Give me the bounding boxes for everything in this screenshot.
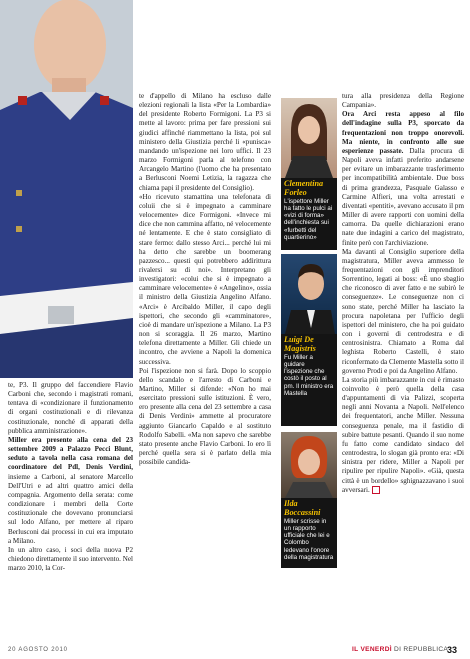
column-middle — [139, 92, 271, 467]
issue-date: 20 AGOSTO 2010 — [8, 647, 68, 653]
caption-text: L'ispettore Miller ha fatto le pulci ai «vizi di forma» dell'inchiesta sui «furbetti del quartierino» — [284, 198, 333, 241]
sidebar-caption — [281, 178, 337, 250]
magazine-name — [352, 646, 448, 653]
paragraph: te d'appello di Milano ha escluso dalle elezioni regionali la lista «Per la Lombardia» del presidente Roberto Formigoni. La P3 si mette al lavoro: prima per fare pressioni sui giudici affinché riammettano la lista, poi sul ministero della Giustizia perché li «punisca» mandando un'ispezione nei loro uffici. Il 23 marzo Formigoni parla al telefono con Arcangelo Martino (l'uomo che ha presentato a Berlusconi Noemi Letizia, la ragazza che chiama papi il presidente del Consiglio). — [139, 92, 271, 192]
column-right — [342, 92, 464, 495]
caption-text: Miller scrisse in un rapporto ufficiale che lei e Colombo ledevano l'onore della magistratura — [284, 518, 334, 561]
page-number: 33 — [447, 645, 458, 655]
caption-text: Fu Miller a guidare l'ispezione che costò il posto al pm. Il ministro era Mastella — [284, 354, 334, 397]
end-of-article-icon — [372, 486, 380, 494]
text-span: insieme a Carboni, al senatore Marcello Dell'Utri e ad altri quattro amici della compagnia. Argomento della serata: come condizionare i membri della Corte costituzionale che dovevano pronunciarsi sul lodo Alfano, per mettere al riparo Berlusconi dai processi in cui era imputato a Milano. — [8, 472, 133, 545]
paragraph — [342, 110, 464, 247]
column-left — [8, 381, 133, 573]
paragraph — [8, 436, 133, 546]
magazine-name-red: IL VENERDÌ — [352, 646, 392, 653]
bold-lead: Ora Arci resta appeso al filo dell'indagine sulla P3, sporcato da frequentazioni non troppo onorevoli. Ma niente, in confronto alle sue esperienze passate. — [342, 110, 464, 155]
paragraph: te, P3. Il gruppo del faccendiere Flavio Carboni che, secondo i magistrati romani, tentava di «condizionare il funzionamento di organi costituzionali e di rilevanza costituzionale, nonché di apparati della pubblica amministrazione». — [8, 381, 133, 435]
paragraph: Poi l'ispezione non si farà. Dopo lo scoppio dello scandalo e l'arresto di Carboni e Martino, Miller si difende: «Non ho mai esercitato pressioni sulle istituzioni. È vero, ero presente alla cena del 23 settembre a casa di Denis Verdini» ammette al procuratore aggiunto Giancarlo Capaldo e al sostituto Rodolfo Sabelli. «Ma non sapevo che sarebbe stato presente anche Flavio Carboni. Io ero lì perché quella sera si è parlato della mia possibile candida- — [139, 366, 271, 467]
portrait-ilda-boccassini — [281, 432, 337, 498]
sidebar-caption — [281, 498, 337, 568]
text-span: La storia più imbarazzante in cui è rimasto coinvolto è però quella della casa d'appuntamenti di via Palizzi, scoperta negli anni Novanta a Napoli. Nell'elenco dei frequentatori, anche Miller. Nessuna conseguenza penale, ma il fastidio di subire battute pesanti. Quando il suo nome fu fatto come candidato sindaco del centrodestra, lo slogan già pronto era: «Di sinistra per ridere, Miller a Napoli per ripulire per ripulire Napoli». «Già, questa città è un bordello» sghignazzavano i suoi avversari. — [342, 375, 464, 494]
text-span: Dalla procura di Napoli aveva infatti preferito andarsene per evitare un imbarazzante trasferimento per incompatibilità ambientale. Due boss di prima grandezza, Pasquale Galasso e Carmine Alfieri, una volta arrestati e diventati «pentiti», avevano accusato il pm Miller di avere rapporti con uomini della camorra. Da quelle dichiarazioni erano nate due indagini a carico del magistrato, finite però con l'archiviazione. — [342, 146, 464, 247]
page-footer — [0, 645, 470, 659]
photo-police-officer — [0, 0, 133, 378]
caption-name: Clementina Forleo — [284, 179, 324, 197]
paragraph: «Ho ricevuto stamattina una telefonata di coluii che si è impegnato a camminare velocemente» dice Formigoni. «Invece mi dice che non cammina affatto, né velocemente né lentamente. E che è stato consigliato di stare fermo: dallo stesso Arci... perché lui mi ha detto che sarebbe un boomerang pazzesco... questi qui potrebbero addirittura rivalersi su di noi». Interpretano gli investigatori: «colui che si è impegnato a camminare velocemente» è «Angelino», ossia il ministro della Giustizia Angelino Alfano. «Arci» è Arcibaldo Miller, il capo degli ispettori, che secondo gli «camminatore», cioè di mandare un'ispezione a Milano. La P3 non si scoraggia. Il 26 marzo, Martino telefona direttamente a Miller. Gli chiede un incontro, che avviene a Napoli la domenica successiva. — [139, 192, 271, 366]
caption-name: Ilda Boccassini — [284, 499, 321, 517]
caption-name: Luigi De Magistris — [284, 335, 316, 353]
sidebar-caption — [281, 334, 337, 426]
portrait-clementina-forleo — [281, 98, 337, 178]
paragraph: In un altro caso, i soci della nuova P2 chiedono direttamente il suo intervento. Nel marzo 2010, la Cor- — [8, 545, 133, 573]
bold-lead: Miller era presente alla cena del 23 settembre 2009 a Palazzo Pecci Blunt, seduto a tavola nella casa romana del coordinatore del Pdl, Denis Verdini, — [8, 435, 133, 472]
paragraph: tura alla presidenza della Regione Campania». — [342, 92, 464, 110]
paragraph: Ma davanti al Consiglio superiore della magistratura, Miller aveva ammesso le frequentazioni con gli imprenditori Sorrentino, legati ai boss: «È uno sbaglio che riconosco di aver fatto e ne subirò le conseguenze». Le conseguenze non ci sono state, perché Miller ha lasciato la procura napoletana per l'ufficio degli ispettori del ministero, che ha poi guidato con i governi di centrodestra e di centrosinistra. Chiamato a Roma dal leghista Roberto Castelli, è stato riconfermato da Clemente Mastella sotto il governo Prodi e poi da Angelino Alfano. — [342, 247, 464, 375]
magazine-name-rest: DI REPUBBLICA — [391, 646, 449, 653]
portrait-luigi-de-magistris — [281, 254, 337, 334]
paragraph — [342, 376, 464, 495]
